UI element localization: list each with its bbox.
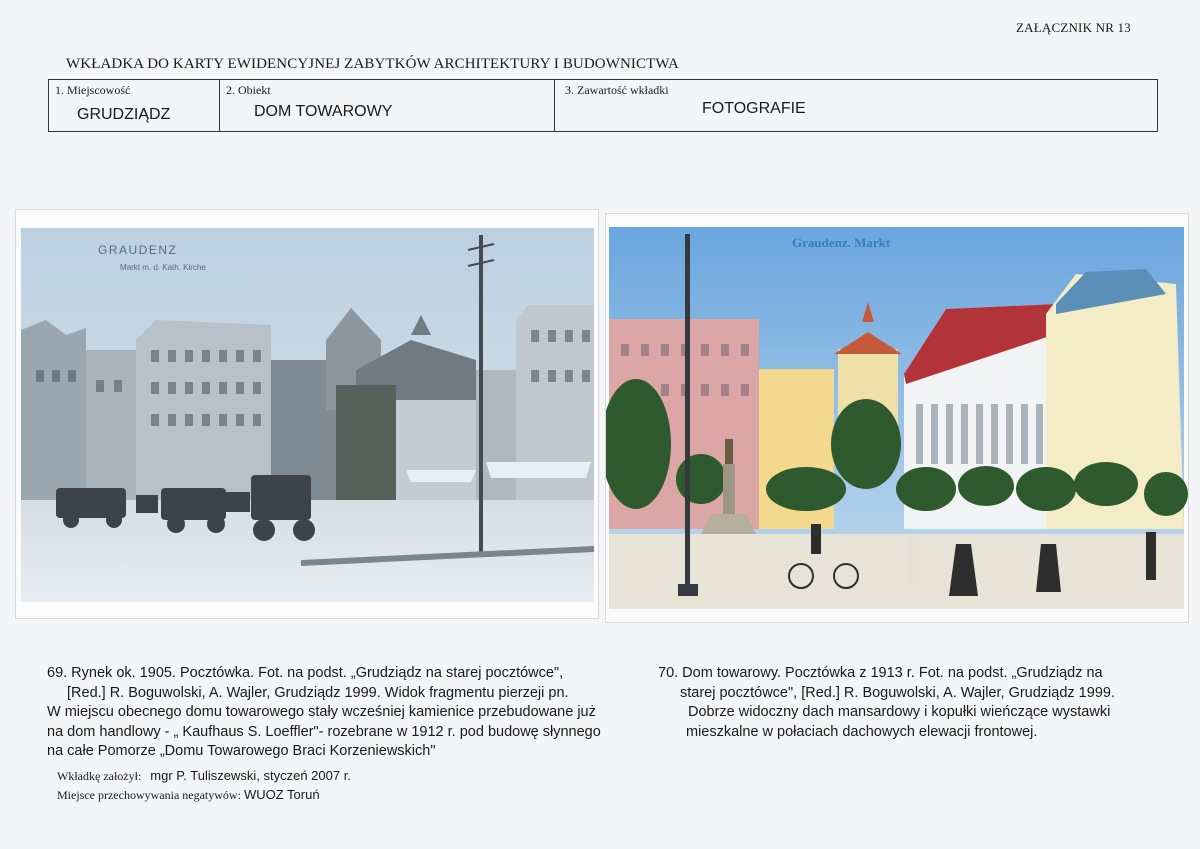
caption-line: mieszkalne w połaciach dachowych elewacji frontowej. (686, 723, 1038, 740)
caption-line: 69. Rynek ok. 1905. Pocztówka. Fot. na podst. „Grudziądz na starej pocztówce", (47, 665, 564, 681)
storage-label: Miejsce przechowywania negatywów: (57, 788, 241, 802)
postcard-1905-illustration (16, 210, 598, 618)
field-value-object: DOM TOWAROWY (254, 103, 393, 120)
caption-line: na całe Pomorze „Domu Towarowego Braci Korzeniewskich" (47, 743, 436, 759)
annex-number: ZAŁĄCZNIK NR 13 (1016, 20, 1131, 35)
postcard-1913-title: Graudenz. Markt (792, 235, 891, 250)
author-value: mgr P. Tuliszewski, styczeń 2007 r. (150, 768, 351, 783)
caption-line: W miejscu obecnego domu towarowego stały wcześniej kamienice przebudowane już (47, 704, 596, 720)
field-label-object: 2. Obiekt (226, 83, 271, 97)
header-divider (48, 79, 49, 132)
postcard-1905-title: GRAUDENZ (98, 243, 178, 257)
postcard-1905-subtitle: Markt m. d. Kath. Kirche (120, 263, 206, 272)
storage-line (57, 787, 320, 803)
header-rule-bottom (48, 131, 1158, 132)
photo-postcard-1913 (605, 213, 1189, 623)
caption-line: [Red.] R. Boguwolski, A. Wajler, Grudziądz 1999. Widok fragmentu pierzeji pn. (67, 684, 569, 701)
caption-line: na dom handlowy - „ Kaufhaus S. Loeffler"- rozebrane w 1912 r. pod budowę słynnego (47, 723, 601, 740)
field-label-locality: 1. Miejscowość (55, 83, 131, 97)
field-value-locality: GRUDZIĄDZ (77, 106, 171, 123)
postcard-1913-illustration (606, 214, 1188, 622)
caption-photo-70 (658, 664, 1115, 742)
author-label: Wkładkę założył: (57, 769, 142, 783)
photo-postcard-1905 (15, 209, 599, 619)
caption-line: Dobrze widoczny dach mansardowy i kopułki wieńczące wystawki (688, 704, 1111, 720)
field-label-contents: 3. Zawartość wkładki (565, 83, 669, 97)
caption-line: starej pocztówce", [Red.] R. Boguwolski, A. Wajler, Grudziądz 1999. (680, 684, 1115, 701)
header-divider (219, 79, 220, 132)
header-rule-top (48, 79, 1158, 80)
storage-value: WUOZ Toruń (243, 787, 320, 802)
document-title: WKŁADKA DO KARTY EWIDENCYJNEJ ZABYTKÓW ARCHITEKTURY I BUDOWNICTWA (66, 56, 679, 72)
header-divider (1157, 79, 1158, 132)
author-line (57, 768, 351, 784)
field-value-contents: FOTOGRAFIE (702, 100, 806, 117)
caption-line: 70. Dom towarowy. Pocztówka z 1913 r. Fot. na podst. „Grudziądz na (658, 665, 1103, 681)
header-divider (554, 79, 555, 132)
caption-photo-69 (47, 664, 601, 762)
